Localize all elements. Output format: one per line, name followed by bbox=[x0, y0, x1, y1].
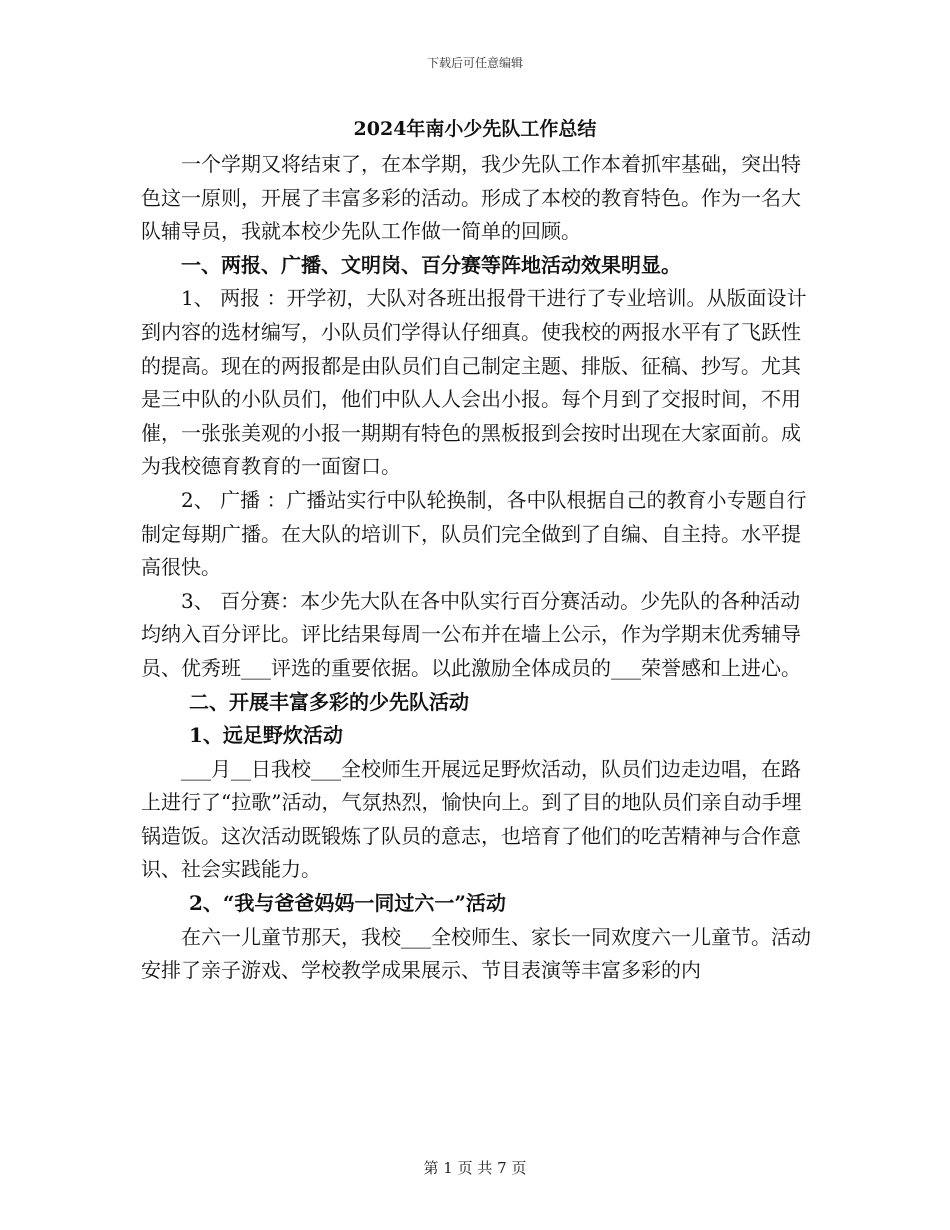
page-footer: 第 1 页 共 7 页 bbox=[423, 1159, 527, 1177]
section2-sub2-heading: 2、“我与爸爸妈妈一同过六一”活动 bbox=[189, 891, 506, 916]
section2-sub2-text: 在六一儿童节那天，我校___全校师生、家长一同欢度六一儿童节。活动安排了亲子游戏、学校教学成果展示、节目表演等丰富多彩的内 bbox=[141, 924, 811, 983]
section1-item-2: 2、 广播 ：广播站实行中队轮换制，各中队根据自己的教育小专题自行制定每期广播。在大队的培训下，队员们完全做到了自编、自主持。水平提高很快。 bbox=[141, 487, 807, 580]
section1-item-3: 3、 百分赛：本少先大队在各中队实行百分赛活动。少先队的各种活动均纳入百分评比。评比结果每周一公布并在墙上公示，作为学期末优秀辅导员、优秀班___评选的重要依据。以此激励全体成员的___荣誉感和上进心。 bbox=[141, 588, 801, 680]
intro-paragraph: 一个学期又将结束了，在本学期，我少先队工作本着抓牢基础，突出特色这一原则，开展了丰富多彩的活动。形成了本校的教育特色。作为一名大队辅导员，我就本校少先队工作做一简单的回顾。 bbox=[141, 152, 801, 244]
section2-sub1-text: ___月__日我校___全校师生开展远足野炊活动，队员们边走边唱，在路上进行了“拉歌”活动，气氛热烈，愉快向上。到了目的地队员们亲自动手埋锅造饭。这次活动既锻炼了队员的意志，也培育了他们的吃苦精神与合作意识、社会实践能力。 bbox=[141, 756, 802, 882]
section1-heading: 一、两报、广播、文明岗、百分赛等阵地活动效果明显。 bbox=[181, 252, 681, 277]
document-title: 2024年南小少先队工作总结 bbox=[353, 118, 597, 140]
section2-heading: 二、开展丰富多彩的少先队活动 bbox=[189, 689, 469, 714]
section2-sub1-heading: 1、远足野炊活动 bbox=[189, 723, 343, 748]
section1-item-1: 1、 两报 ：开学初，大队对各班出报骨干进行了专业培训。从版面设计到内容的选材编写，小队员们学得认仔细真。使我校的两报水平有了飞跃性的提高。现在的两报都是由队员们自己制定主题、排版、征稿、抄写。尤其是三中队的小队员们，他们中队人人会出小报。每个月到了交报时间，不用催，一张张美观的小报一期期有特色的黑板报到会按时出现在大家面前。成为我校德育教育的一面窗口。 bbox=[141, 286, 807, 479]
document-body bbox=[141, 148, 813, 988]
header-note: 下载后可任意编辑 bbox=[426, 56, 523, 70]
